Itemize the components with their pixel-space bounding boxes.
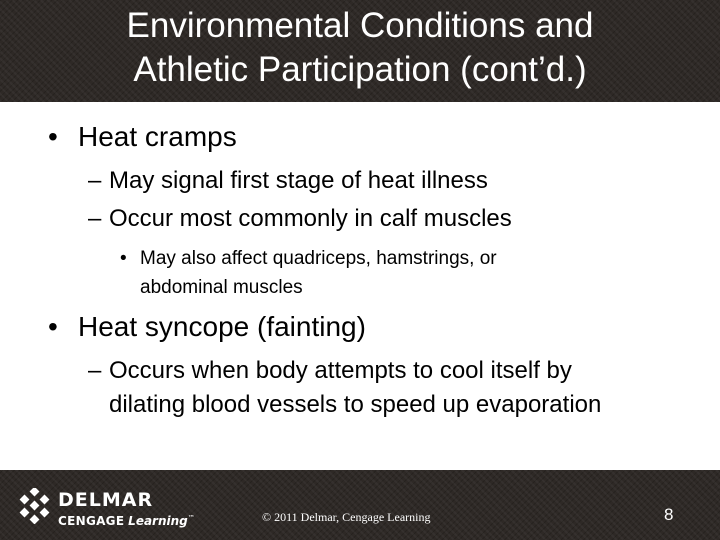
slide-title [0,4,720,92]
bullet-marker: • [48,121,58,152]
sub-bullet-text-line-2: dilating blood vessels to speed up evaporation [109,391,602,418]
dash-marker: – [88,357,102,384]
sub-sub-bullet-text-line-1: May also affect quadriceps, hamstrings, or [140,248,497,269]
bullet-marker: • [120,248,127,269]
page-number: 8 [664,505,674,524]
sub-bullet-text-line-1: Occurs when body attempts to cool itself by [109,357,572,384]
logo-wordmark-cengage [58,511,195,528]
logo-cengage-text: CENGAGE [58,514,125,528]
logo-trademark: ™ [187,514,195,522]
footer-bar [0,470,720,540]
dash-marker: – [88,167,102,194]
sub-bullet-text: Occur most commonly in calf muscles [109,205,512,232]
delmar-logo-icon [18,488,52,524]
slide-content [0,102,720,470]
title-bar [0,0,720,102]
copyright-notice: © 2011 Delmar, Cengage Learning [262,510,431,524]
sub-sub-bullet-text-line-2: abdominal muscles [140,277,303,298]
sub-bullet-text: May signal first stage of heat illness [109,167,488,194]
bullet-text: Heat syncope (fainting) [78,311,366,342]
slide-title-line-1: Environmental Conditions and [126,6,594,45]
bullet-marker: • [48,311,58,342]
logo-wordmark-delmar: DELMAR [58,489,154,511]
logo-learning-text: Learning [128,514,188,528]
bullet-text: Heat cramps [78,121,237,152]
slide-title-line-2: Athletic Participation (cont’d.) [133,50,587,89]
dash-marker: – [88,205,102,232]
